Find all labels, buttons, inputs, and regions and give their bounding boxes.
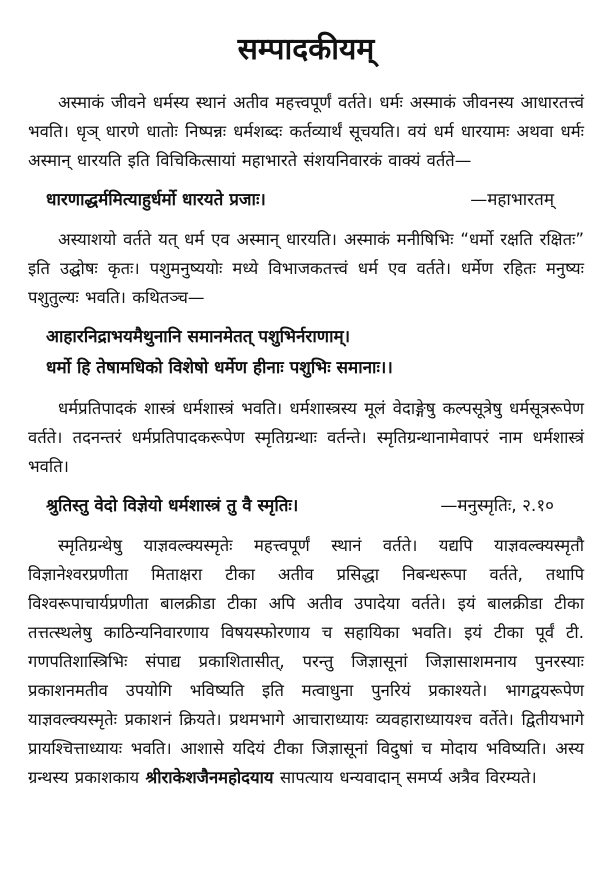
quote-verse: श्रुतिस्तु वेदो विज्ञेयो धर्मशास्त्रं तु वै स्मृतिः। <box>46 496 299 516</box>
quote-source: —मनुस्मृतिः, २.१० <box>440 496 554 516</box>
editorial-page <box>28 24 584 860</box>
shloka-line-2: धर्मो हि तेषामधिको विशेषो धर्मेण हीनाः पशुभिः समानाः।। <box>46 358 393 378</box>
shloka-line-1: आहारनिद्राभयमैथुनानि समानमेतत् पशुभिर्नराणाम्। <box>46 327 351 347</box>
paragraph-intro: अस्माकं जीवने धर्मस्य स्थानं अतीव महत्त्वपूर्णं वर्तते। धर्मः अस्माकं जीवनस्य आधारतत्त्वं भवति। धृञ् धारणे धातोः निष्पन्नः धर्मशब्दः कर्तव्यार्थं सूचयति। वयं धर्म धारयामः अथवा धर्मः अस्मान् धारयति इति विचिकित्सायां महाभारते संशयनिवारकं वाक्यं वर्तते— <box>28 93 584 170</box>
quote-manusmriti <box>28 491 584 521</box>
paragraph-dharmashastra: धर्मप्रतिपादकं शास्त्रं धर्मशास्त्रं भवति। धर्मशास्त्रस्य मूलं वेदाङ्गेषु कल्पसूत्रेषु धर्मसूत्ररूपेण वर्तते। तदनन्तरं धर्मप्रतिपादकरूपेण स्मृतिग्रन्थाः वर्तन्ते। स्मृतिग्रन्थानामेवापरं नाम धर्मशास्त्रं भवति। <box>28 399 584 476</box>
publisher-name: श्रीराकेशजैनमहोदयाय <box>145 768 274 787</box>
quote-source: —महाभारतम् <box>470 190 554 210</box>
paragraph-text: स्मृतिग्रन्थेषु याज्ञवल्क्यस्मृतेः महत्त्वपूर्णं स्थानं वर्तते। यद्यपि याज्ञवल्क्यस्मृतौ विज्ञानेश्वरप्रणीता मिताक्षरा टीका अतीव प्रसिद्धा निबन्धरूपा वर्तते, तथापि विश्वरूपाचार्यप्रणीता बालक्रीडा टीका अपि अतीव उपादेया वर्तते। इयं बालक्रीडा टीका तत्तत्स्थलेषु काठिन्यनिवारणाय विषयस्फोरणाय च सहायिका भवति। इयं टीका पूर्वं टी. गणपतिशास्त्रिभिः संपाद्य प्रकाशितासीत्, परन्तु जिज्ञासूनां जिज्ञासाशमनाय पुनरस्याः प्रकाशनमतीव उपयोगि भविष्यति इति मत्वाधुना पुनरियं प्रकाश्यते। भागद्वयरूपेण याज्ञवल्क्यस्मृतेः प्रकाशनं क्रियते। प्रथमभागे आचाराध्यायः व्यवहाराध्यायश्च वर्तेते। द्वितीयभागे प्रायश्चित्ताध्यायः भवति। आशासे यदियं टीका जिज्ञासूनां विदुषां च मोदाय भविष्यति। अस्य ग्रन्थस्य प्रकाशकाय <box>28 536 584 787</box>
quote-verse: धारणाद्धर्ममित्याहुर्धर्मो धारयते प्रजाः। <box>46 190 266 210</box>
quote-mahabharata <box>28 185 584 215</box>
paragraph-dharma-protects: अस्याशयो वर्तते यत् धर्म एव अस्मान् धारयति। अस्माकं मनीषिभिः “धर्मो रक्षति रक्षितः” इति उद्घोषः कृतः। पशुमनुष्ययोः मध्ये विभाजकतत्त्वं धर्म एव वर्तते। धर्मेण रहितः मनुष्यः पशुतुल्यः भवति। कथितञ्च— <box>28 230 584 307</box>
page-title: सम्पादकीयम् <box>237 32 375 67</box>
paragraph-text-end: सापत्याय धन्यवादान् समर्प्य अत्रैव विरम्यते। <box>273 768 537 787</box>
paragraph-yajnavalkya <box>28 531 584 792</box>
shloka-block <box>28 322 584 384</box>
